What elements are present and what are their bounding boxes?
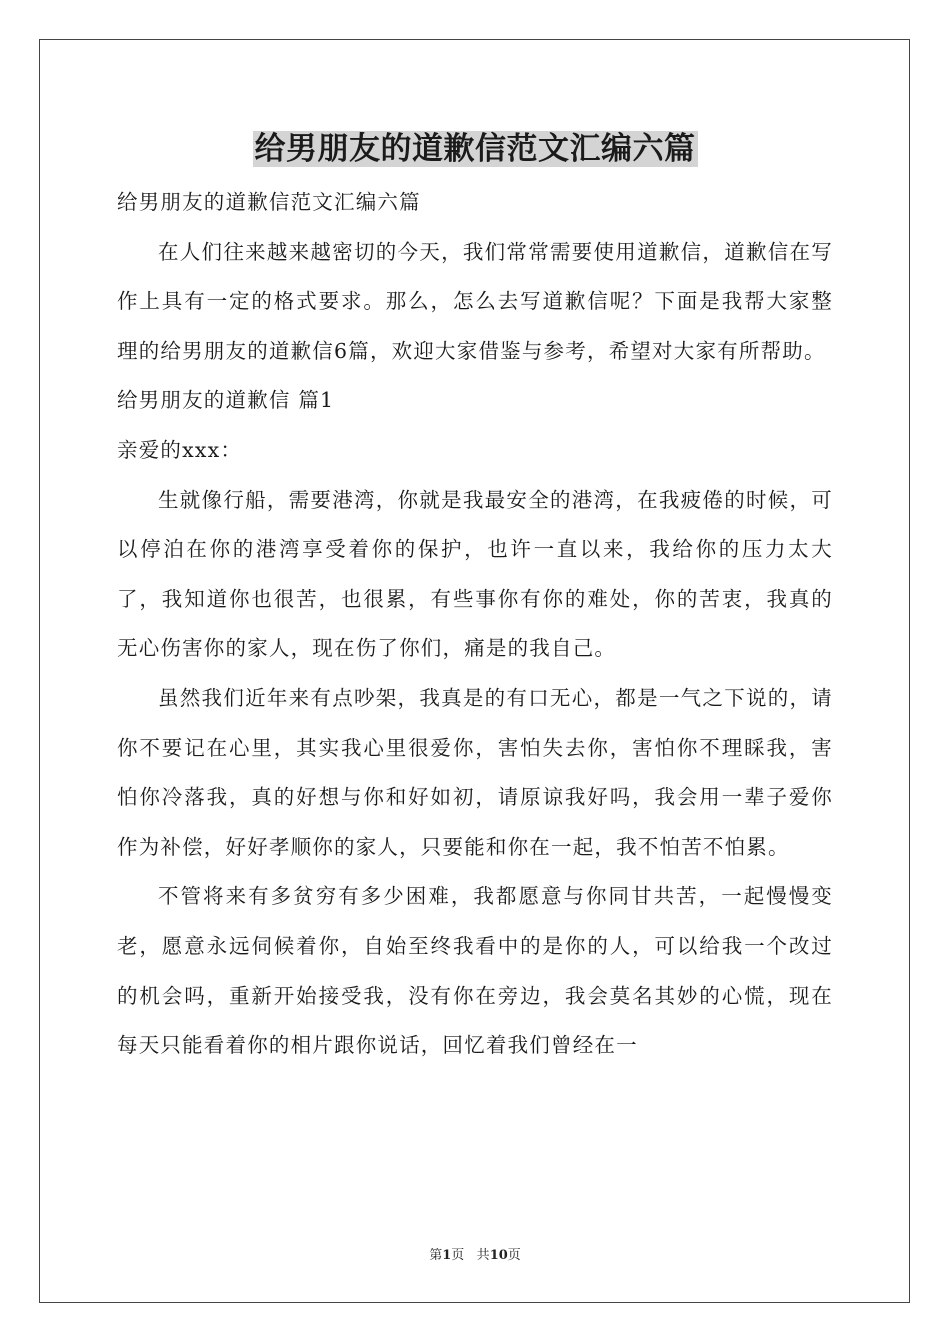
page-number: 1 bbox=[442, 1248, 452, 1263]
paragraph: 在人们往来越来越密切的今天，我们常常需要使用道歉信，道歉信在写作上具有一定的格式要求。那么，怎么去写道歉信呢？下面是我帮大家整理的给男朋友的道歉信6篇，欢迎大家借鉴与参考，希望对大家有所帮助。 bbox=[117, 239, 833, 363]
document-title bbox=[0, 126, 950, 172]
paragraph: 给男朋友的道歉信 篇1 bbox=[117, 388, 335, 413]
page-prefix: 第 bbox=[429, 1248, 443, 1263]
total-suffix: 页 bbox=[507, 1248, 521, 1263]
paragraph: 亲爱的xxx： bbox=[117, 437, 243, 462]
paragraph: 不管将来有多贫穷有多少困难，我都愿意与你同甘共苦，一起慢慢变老，愿意永远伺候着你，自始至终我看中的是你的人，可以给我一个改过的机会吗，重新开始接受我，没有你在旁边，我会莫名其妙的心慌，现在每天只能看着你的相片跟你说话，回忆着我们曾经在一 bbox=[117, 884, 833, 1058]
page-suffix: 页 bbox=[451, 1248, 465, 1263]
paragraph: 给男朋友的道歉信范文汇编六篇 bbox=[117, 190, 421, 214]
total-prefix: 共 bbox=[476, 1248, 490, 1263]
document-body bbox=[117, 178, 833, 1071]
paragraph: 虽然我们近年来有点吵架，我真是的有口无心，都是一气之下说的，请你不要记在心里，其实我心里很爱你，害怕失去你，害怕你不理睬我，害怕你冷落我，真的好想与你和好如初，请原谅我好吗，我会用一辈子爱你作为补偿，好好孝顺你的家人，只要能和你在一起，我不怕苦不怕累。 bbox=[117, 685, 833, 859]
title-text: 给男朋友的道歉信范文汇编六篇 bbox=[254, 131, 696, 167]
paragraph: 生就像行船，需要港湾，你就是我最安全的港湾，在我疲倦的时候，可以停泊在你的港湾享受着你的保护，也许一直以来，我给你的压力太大了，我知道你也很苦，也很累，有些事你有你的难处，你的苦衷，我真的无心伤害你的家人，现在伤了你们，痛是的我自己。 bbox=[117, 487, 833, 661]
page-footer bbox=[0, 1247, 950, 1265]
total-pages: 10 bbox=[489, 1248, 508, 1263]
